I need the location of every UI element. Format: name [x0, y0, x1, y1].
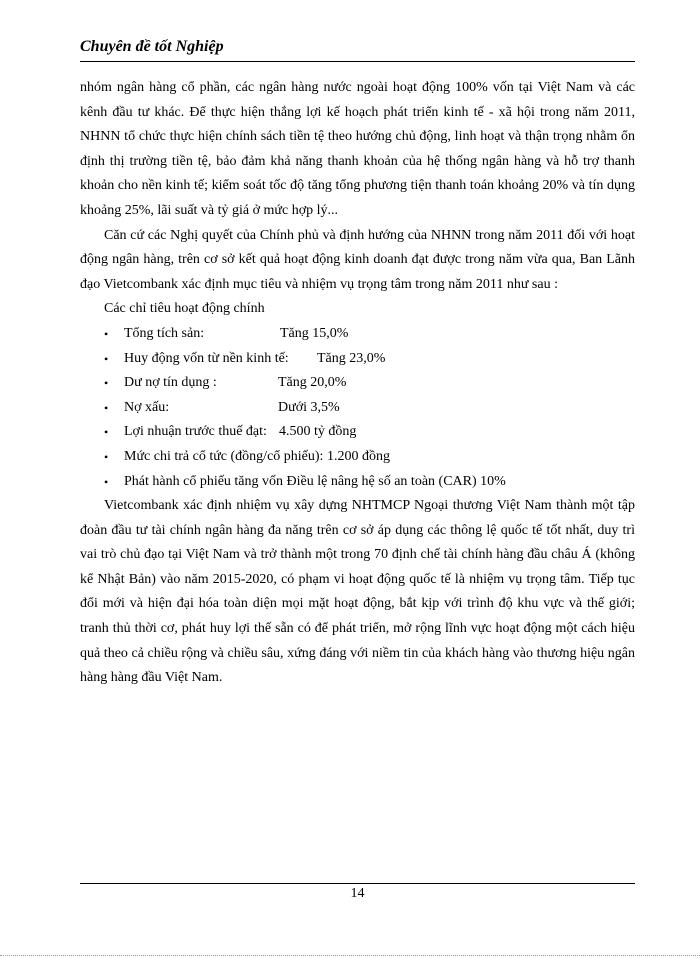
bullet-icon: • — [104, 474, 109, 489]
target-label: Phát hành cổ phiếu tăng vốn Điều lệ nâng hệ số an toàn (CAR) — [124, 473, 477, 489]
target-value: 10% — [480, 473, 506, 489]
target-label: Lợi nhuận trước thuế đạt: — [124, 424, 267, 440]
bullet-icon: • — [104, 400, 109, 415]
bullet-icon: • — [104, 425, 109, 440]
target-value: Tăng 23,0% — [317, 350, 386, 366]
target-label: Huy động vốn từ nền kinh tế: — [124, 350, 289, 366]
target-value: 1.200 đồng — [326, 448, 390, 464]
list-item — [80, 445, 635, 470]
target-label: Dư nợ tín dụng : — [124, 375, 217, 391]
header-divider — [80, 61, 635, 62]
bullet-icon: • — [104, 326, 109, 341]
target-value: Tăng 20,0% — [278, 375, 347, 391]
targets-heading: Các chỉ tiêu hoạt động chính — [104, 301, 265, 317]
list-item — [80, 322, 635, 347]
target-label: Tổng tích sản: — [124, 325, 205, 341]
target-label: Mức chi trả cổ tức (đồng/cổ phiếu): — [124, 448, 324, 464]
page-bottom-border — [0, 955, 700, 956]
targets-list — [80, 322, 635, 494]
running-header-title: Chuyên đề tốt Nghiệp — [80, 38, 224, 55]
list-item — [80, 470, 635, 495]
page-number: 14 — [350, 886, 365, 901]
paragraph-targets-intro: Căn cứ các Nghị quyết của Chính phủ và định hướng của NHNN trong năm 2011 đối với hoạt động ngân hàng, trên cơ sở kết quả hoạt động kinh doanh đạt được trong năm vừa qua, Ban Lãnh đạo Vietcombank xác định mục tiêu và nhiệm vụ trọng tâm trong năm 2011 như sau : — [80, 227, 635, 292]
bullet-icon: • — [104, 351, 109, 366]
list-item — [80, 420, 635, 445]
list-item — [80, 396, 635, 421]
target-value: Tăng 15,0% — [280, 325, 349, 341]
target-value: 4.500 tỷ đồng — [279, 424, 357, 440]
target-value: Dưới 3,5% — [278, 399, 340, 415]
bullet-icon: • — [104, 376, 109, 391]
paragraph-monetary-policy: nhóm ngân hàng cổ phần, các ngân hàng nước ngoài hoạt động 100% vốn tại Việt Nam và các kênh đầu tư khác. Để thực hiện thắng lợi kế hoạch phát triển kinh tế - xã hội trong năm 2011, NHNN tổ chức thực hiện chính sách tiền tệ theo hướng chủ động, linh hoạt và thận trọng nhằm ổn định thị trường tiền tệ, bảo đảm khả năng thanh khoản của hệ thống ngân hàng và hỗ trợ thanh khoản cho nền kinh tế; kiểm soát tốc độ tăng tổng phương tiện thanh toán khoảng 20% và tín dụng khoảng 25%, lãi suất và tỷ giá ở mức hợp lý... — [80, 80, 635, 218]
document-body — [80, 76, 635, 691]
list-item — [80, 347, 635, 372]
bullet-icon: • — [104, 449, 109, 464]
list-item — [80, 371, 635, 396]
target-label: Nợ xấu: — [124, 399, 170, 415]
footer-divider — [80, 883, 635, 884]
paragraph-strategic-mission: Vietcombank xác định nhiệm vụ xây dựng NHTMCP Ngoại thương Việt Nam thành một tập đoàn đầu tư tài chính ngân hàng đa năng trên cơ sở áp dụng các thông lệ quốc tế tốt nhất, duy trì vai trò chủ đạo tại Việt Nam và trở thành một trong 70 định chế tài chính hàng đầu châu Á (không kể Nhật Bản) vào năm 2015-2020, có phạm vi hoạt động quốc tế là nhiệm vụ trọng tâm. Tiếp tục đổi mới và hiện đại hóa toàn diện mọi mặt hoạt động, bắt kịp với trình độ khu vực và thế giới; tranh thủ thời cơ, phát huy lợi thế sẵn có để phát triển, mở rộng lĩnh vực hoạt động một cách hiệu quả theo cả chiều rộng và chiều sâu, xứng đáng với niềm tin của khách hàng vào thương hiệu ngân hàng hàng đầu Việt Nam. — [80, 498, 635, 686]
